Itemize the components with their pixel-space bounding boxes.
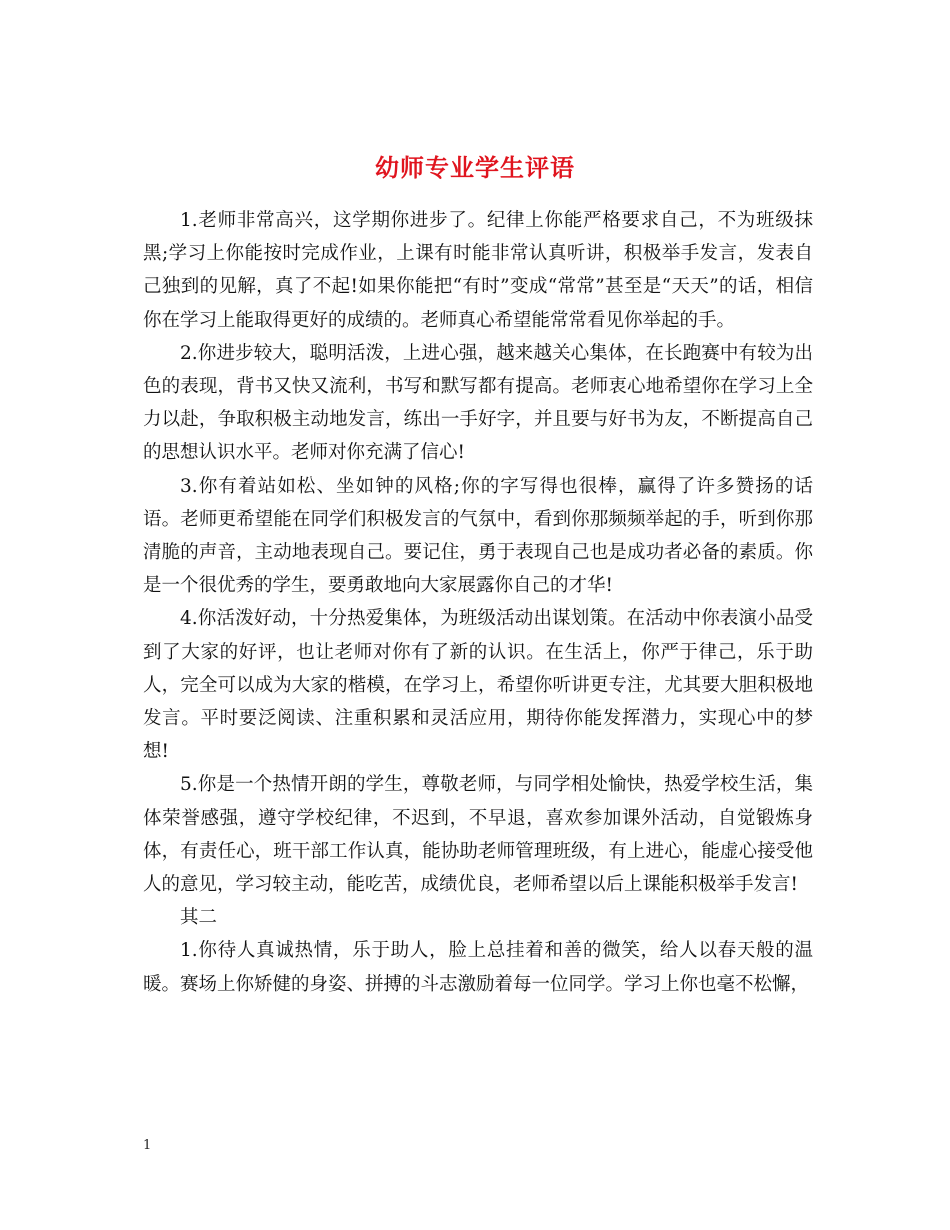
paragraph-5: 5.你是一个热情开朗的学生，尊敬老师，与同学相处愉快，热爱学校生活，集体荣誉感强，遵守学校纪律，不迟到，不早退，喜欢参加课外活动，自觉锻炼身体，有责任心，班干部工作认真，能协助老师管理班级，有上进心，能虚心接受他人的意见，学习较主动，能吃苦，成绩优良，老师希望以后上课能积极举手发言! <box>143 774 813 896</box>
paragraph-1: 1.老师非常高兴，这学期你进步了。纪律上你能严格要求自己，不为班级抹黑;学习上你能按时完成作业，上课有时能非常认真听讲，积极举手发言，发表自己独到的见解，真了不起!如果你能把“有时”变成“常常”甚至是“天天”的话，相信你在学习上能取得更好的成绩的。老师真心希望能常常看见你举起的手。 <box>143 210 813 331</box>
section-heading-part-two: 其二 <box>180 907 218 929</box>
paragraph-6: 1.你待人真诚热情，乐于助人，脸上总挂着和善的微笑，给人以春天般的温暖。赛场上你矫健的身姿、拼搏的斗志激励着每一位同学。学习上你也毫不松懈， <box>143 940 813 995</box>
paragraph-2: 2.你进步较大，聪明活泼，上进心强，越来越关心集体，在长跑赛中有较为出色的表现，背书又快又流利，书写和默写都有提高。老师衷心地希望你在学习上全力以赴，争取积极主动地发言，练出一手好字，并且要与好书为友，不断提高自己的思想认识水平。老师对你充满了信心! <box>143 342 813 464</box>
page-number: 1 <box>143 1138 152 1153</box>
paragraph-4: 4.你活泼好动，十分热爱集体，为班级活动出谋划策。在活动中你表演小品受到了大家的好评，也让老师对你有了新的认识。在生活上，你严于律己，乐于助人，完全可以成为大家的楷模，在学习上，希望你听讲更专注，尤其要大胆积极地发言。平时要泛阅读、注重积累和灵活应用，期待你能发挥潜力，实现心中的梦想! <box>143 608 813 763</box>
paragraph-3: 3.你有着站如松、坐如钟的风格;你的字写得也很棒，赢得了许多赞扬的话语。老师更希望能在同学们积极发言的气氛中，看到你那频频举起的手，听到你那清脆的声音，主动地表现自己。要记住，勇于表现自己也是成功者必备的素质。你是一个很优秀的学生，要勇敢地向大家展露你自己的才华! <box>143 475 813 597</box>
document-title: 幼师专业学生评语 <box>375 153 575 183</box>
document-body <box>143 204 813 1001</box>
